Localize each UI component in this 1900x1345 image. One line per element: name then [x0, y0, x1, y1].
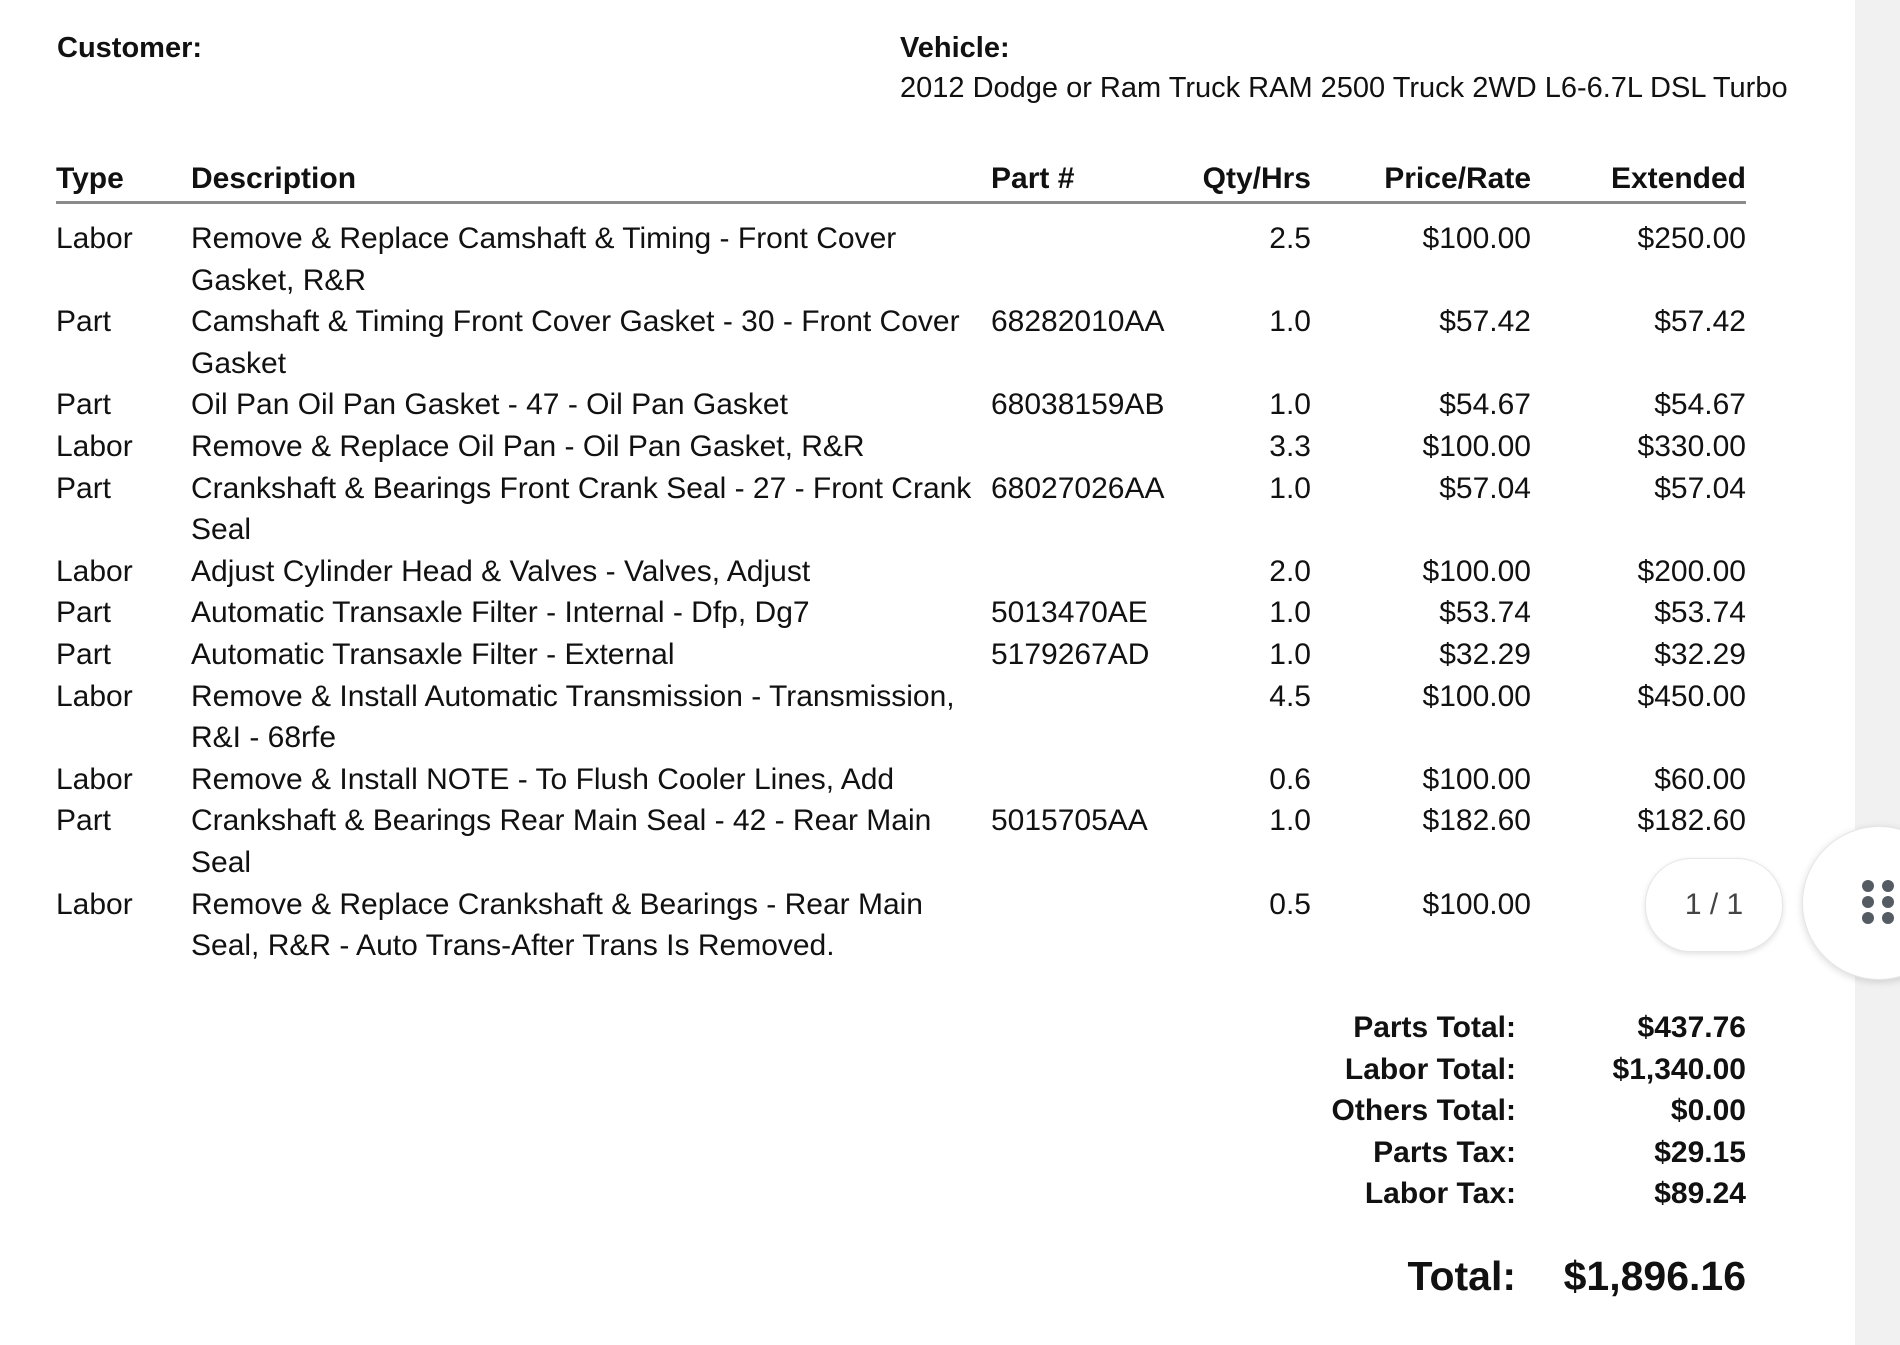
row-part-number [991, 203, 1146, 302]
row-description: Remove & Install NOTE - To Flush Cooler Lines, Add [191, 762, 895, 796]
vehicle-value: 2012 Dodge or Ram Truck RAM 2500 Truck 2WD L6-6.7L DSL Turbo [900, 72, 1788, 104]
column-header-part: Part # [991, 157, 1146, 203]
row-type: Labor [56, 222, 133, 255]
table-row [56, 551, 1746, 593]
totals-label: Parts Total: [1353, 1011, 1516, 1044]
row-part-number [991, 884, 1146, 967]
row-description: Adjust Cylinder Head & Valves - Valves, Adjust [191, 554, 811, 588]
row-part-number [991, 676, 1146, 759]
row-price: $57.04 [1439, 471, 1531, 505]
row-price: $100.00 [1422, 429, 1531, 463]
row-type: Labor [56, 679, 133, 713]
row-extended: $60.00 [1654, 762, 1746, 796]
row-extended: $54.67 [1654, 388, 1746, 422]
page-indicator: 1 / 1 [1645, 858, 1783, 952]
grand-total-value: $1,896.16 [1563, 1253, 1746, 1299]
row-part-number: 68282010AA [991, 305, 1165, 339]
row-price: $100.00 [1422, 222, 1531, 255]
row-description: Camshaft & Timing Front Cover Gasket - 30 - Front Cover Gasket [191, 305, 960, 380]
grand-total [1200, 1246, 1746, 1306]
row-description: Remove & Install Automatic Transmission - Transmission, R&I - 68rfe [191, 679, 955, 755]
line-items-table [56, 157, 1746, 967]
row-price: $53.74 [1439, 596, 1531, 630]
totals-label: Labor Total: [1344, 1052, 1516, 1086]
row-description: Crankshaft & Bearings Rear Main Seal - 42 - Rear Main Seal [191, 804, 932, 879]
row-description: Automatic Transaxle Filter - External [191, 637, 675, 671]
column-header-price: Price/Rate [1311, 157, 1531, 203]
row-price: $100.00 [1422, 679, 1531, 713]
row-part-number [991, 551, 1146, 593]
totals-value: $437.76 [1637, 1011, 1746, 1044]
row-qty: 3.3 [1269, 429, 1311, 463]
vehicle-label: Vehicle: [900, 32, 1010, 64]
row-qty: 2.0 [1269, 554, 1311, 588]
row-price: $54.67 [1439, 388, 1531, 422]
row-extended: $250.00 [1637, 222, 1746, 255]
totals-value: $29.15 [1654, 1135, 1746, 1169]
row-price: $100.00 [1422, 554, 1531, 588]
table-header-row [56, 157, 1746, 203]
row-extended: $57.42 [1654, 305, 1746, 339]
row-description: Oil Pan Oil Pan Gasket - 47 - Oil Pan Gasket [191, 388, 788, 422]
row-description: Remove & Replace Camshaft & Timing - Front Cover Gasket, R&R [191, 222, 897, 297]
table-row [56, 203, 1746, 302]
row-part-number: 5013470AE [991, 596, 1148, 630]
row-qty: 1.0 [1269, 804, 1311, 838]
row-part-number: 68027026AA [991, 471, 1165, 505]
totals-label: Others Total: [1331, 1094, 1516, 1128]
row-qty: 0.5 [1269, 887, 1311, 921]
row-description: Crankshaft & Bearings Front Crank Seal - 27 - Front Crank Seal [191, 471, 972, 547]
row-type: Part [56, 804, 112, 838]
row-type: Part [56, 471, 112, 505]
row-part-number: 68038159AB [991, 388, 1165, 422]
totals-value: $0.00 [1670, 1094, 1746, 1128]
totals-row-labor-tax [1200, 1173, 1746, 1215]
totals-label: Labor Tax: [1364, 1177, 1516, 1211]
row-price: $100.00 [1422, 762, 1531, 796]
table-row [56, 592, 1746, 634]
table-row [56, 884, 1746, 967]
column-header-extended: Extended [1531, 157, 1746, 203]
row-extended: $200.00 [1637, 554, 1746, 588]
row-extended: $57.04 [1654, 471, 1746, 505]
row-description: Automatic Transaxle Filter - Internal - Dfp, Dg7 [191, 596, 810, 630]
row-qty: 1.0 [1269, 637, 1311, 671]
table-row [56, 301, 1746, 384]
row-qty: 2.5 [1269, 222, 1311, 255]
column-header-description: Description [191, 157, 991, 203]
row-type: Labor [56, 429, 133, 463]
row-extended: $32.29 [1654, 637, 1746, 671]
row-description: Remove & Replace Oil Pan - Oil Pan Gasket, R&R [191, 429, 865, 463]
row-price: $57.42 [1439, 305, 1531, 339]
row-part-number: 5015705AA [991, 804, 1148, 838]
totals-row-parts [1200, 1007, 1746, 1049]
row-type: Labor [56, 762, 133, 796]
totals-row-labor [1200, 1049, 1746, 1091]
row-type: Part [56, 388, 112, 422]
totals-value: $1,340.00 [1612, 1052, 1746, 1086]
row-extended: $330.00 [1637, 429, 1746, 463]
row-extended: $53.74 [1654, 596, 1746, 630]
row-type: Labor [56, 887, 133, 921]
table-row [56, 468, 1746, 551]
table-row [56, 634, 1746, 676]
row-qty: 4.5 [1269, 679, 1311, 713]
row-type: Part [56, 637, 112, 671]
row-part-number: 5179267AD [991, 637, 1150, 671]
row-extended: $182.60 [1637, 804, 1746, 838]
row-part-number [991, 759, 1146, 801]
row-type: Part [56, 596, 112, 630]
row-price: $32.29 [1439, 637, 1531, 671]
row-qty: 1.0 [1269, 596, 1311, 630]
row-description: Remove & Replace Crankshaft & Bearings - Rear Main Seal, R&R - Auto Trans-After Trans Is Removed. [191, 887, 923, 963]
customer-label: Customer: [57, 32, 203, 64]
row-extended: $450.00 [1637, 679, 1746, 713]
column-header-type: Type [56, 157, 191, 203]
table-row [56, 759, 1746, 801]
row-price: $182.60 [1422, 804, 1531, 838]
totals-label: Parts Tax: [1373, 1135, 1516, 1169]
table-row [56, 800, 1746, 883]
row-part-number [991, 426, 1146, 468]
row-qty: 1.0 [1269, 388, 1311, 422]
totals-row-others [1200, 1090, 1746, 1132]
row-type: Labor [56, 554, 133, 588]
row-qty: 0.6 [1269, 762, 1311, 796]
table-row [56, 384, 1746, 426]
row-qty: 1.0 [1269, 305, 1311, 339]
row-price: $100.00 [1422, 887, 1531, 921]
table-row [56, 676, 1746, 759]
totals-value: $89.24 [1654, 1177, 1746, 1211]
column-header-qty: Qty/Hrs [1146, 157, 1311, 203]
row-type: Part [56, 305, 112, 339]
grip-dots-icon [1860, 880, 1900, 924]
totals-row-parts-tax [1200, 1132, 1746, 1174]
table-row [56, 426, 1746, 468]
row-qty: 1.0 [1269, 471, 1311, 505]
grand-total-label: Total: [1407, 1253, 1516, 1299]
totals-summary [1200, 1007, 1746, 1215]
viewer-side-strip [1855, 0, 1900, 1345]
